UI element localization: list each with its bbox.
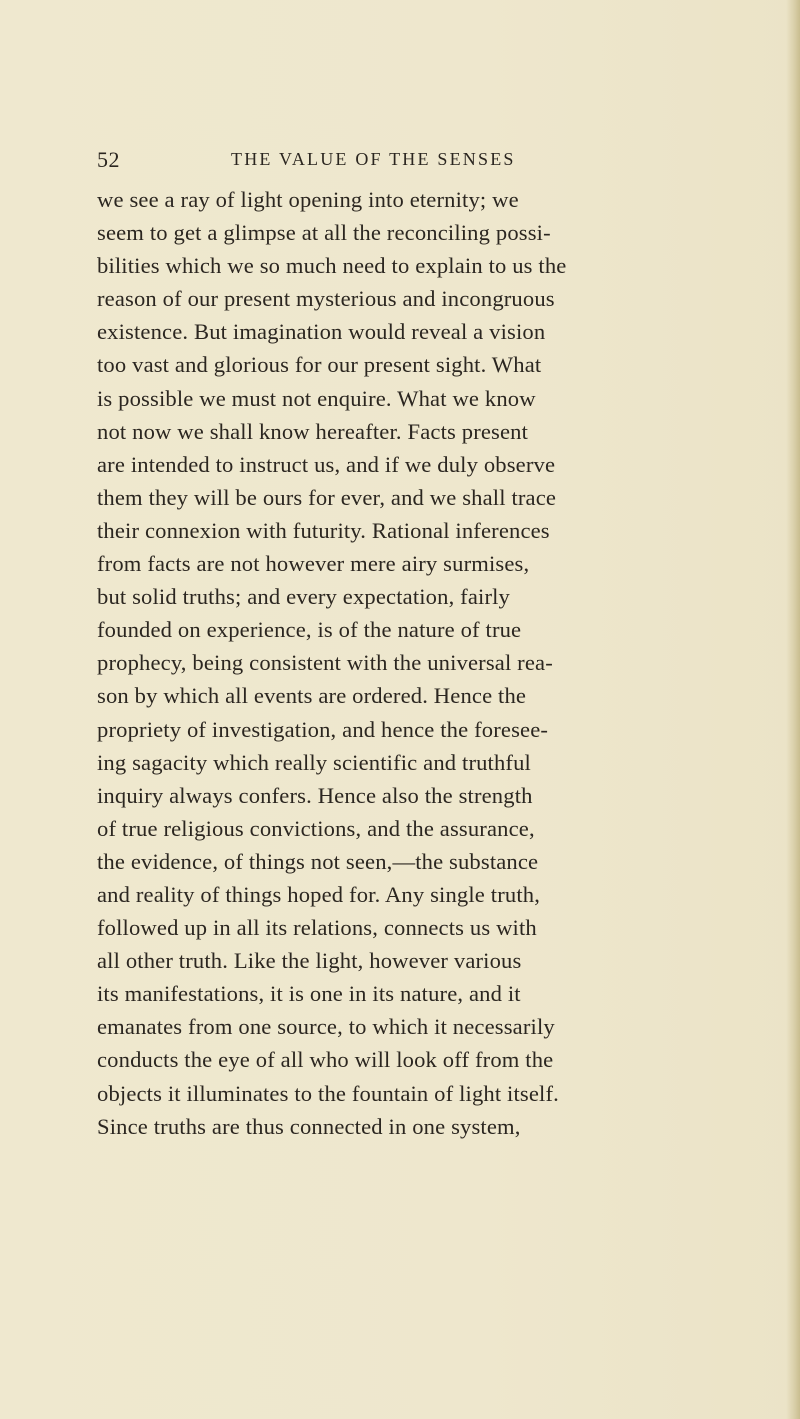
text-line: prophecy, being consistent with the universal rea- [97, 650, 553, 676]
text-line: their connexion with futurity. Rational inferences [97, 517, 550, 543]
page-header [97, 147, 717, 177]
text-line: conducts the eye of all who will look off from the [97, 1047, 554, 1073]
text-line: founded on experience, is of the nature of true [97, 617, 522, 643]
text-line: inquiry always confers. Hence also the strength [97, 782, 533, 808]
page-edge [786, 0, 800, 1419]
text-line: of true religious convictions, and the assurance, [97, 815, 535, 841]
text-line: its manifestations, it is one in its nature, and it [97, 981, 521, 1007]
running-head: THE VALUE OF THE SENSES [231, 149, 516, 169]
text-line: propriety of investigation, and hence the foresee- [97, 716, 549, 742]
text-line: objects it illuminates to the fountain of light itself. [97, 1080, 559, 1106]
text-line: reason of our present mysterious and incongruous [97, 286, 555, 312]
text-line: are intended to instruct us, and if we duly observe [97, 451, 556, 477]
text-line: and reality of things hoped for. Any single truth, [97, 881, 540, 907]
text-line: seem to get a glimpse at all the reconciling possi- [97, 220, 551, 246]
text-line: but solid truths; and every expectation, fairly [97, 584, 510, 610]
text-line: the evidence, of things not seen,—the substance [97, 848, 539, 874]
text-line: them they will be ours for ever, and we shall trace [97, 484, 557, 510]
text-line: we see a ray of light opening into eternity; we [97, 187, 519, 212]
text-line: existence. But imagination would reveal a vision [97, 319, 546, 345]
text-line: emanates from one source, to which it necessarily [97, 1014, 555, 1040]
text-line: not now we shall know hereafter. Facts present [97, 418, 529, 444]
text-line: ing sagacity which really scientific and truthful [97, 749, 531, 775]
text-line: is possible we must not enquire. What we know [97, 385, 536, 411]
page-number: 52 [97, 147, 120, 172]
text-line: followed up in all its relations, connects us with [97, 915, 537, 941]
text-line: Since truths are thus connected in one system, [97, 1113, 521, 1139]
body-text [97, 183, 737, 1143]
text-line: from facts are not however mere airy surmises, [97, 551, 530, 577]
text-line: too vast and glorious for our present sight. What [97, 352, 542, 378]
text-line: bilities which we so much need to explain to us the [97, 253, 567, 279]
text-line: all other truth. Like the light, however various [97, 948, 522, 974]
text-line: son by which all events are ordered. Hence the [97, 683, 527, 709]
